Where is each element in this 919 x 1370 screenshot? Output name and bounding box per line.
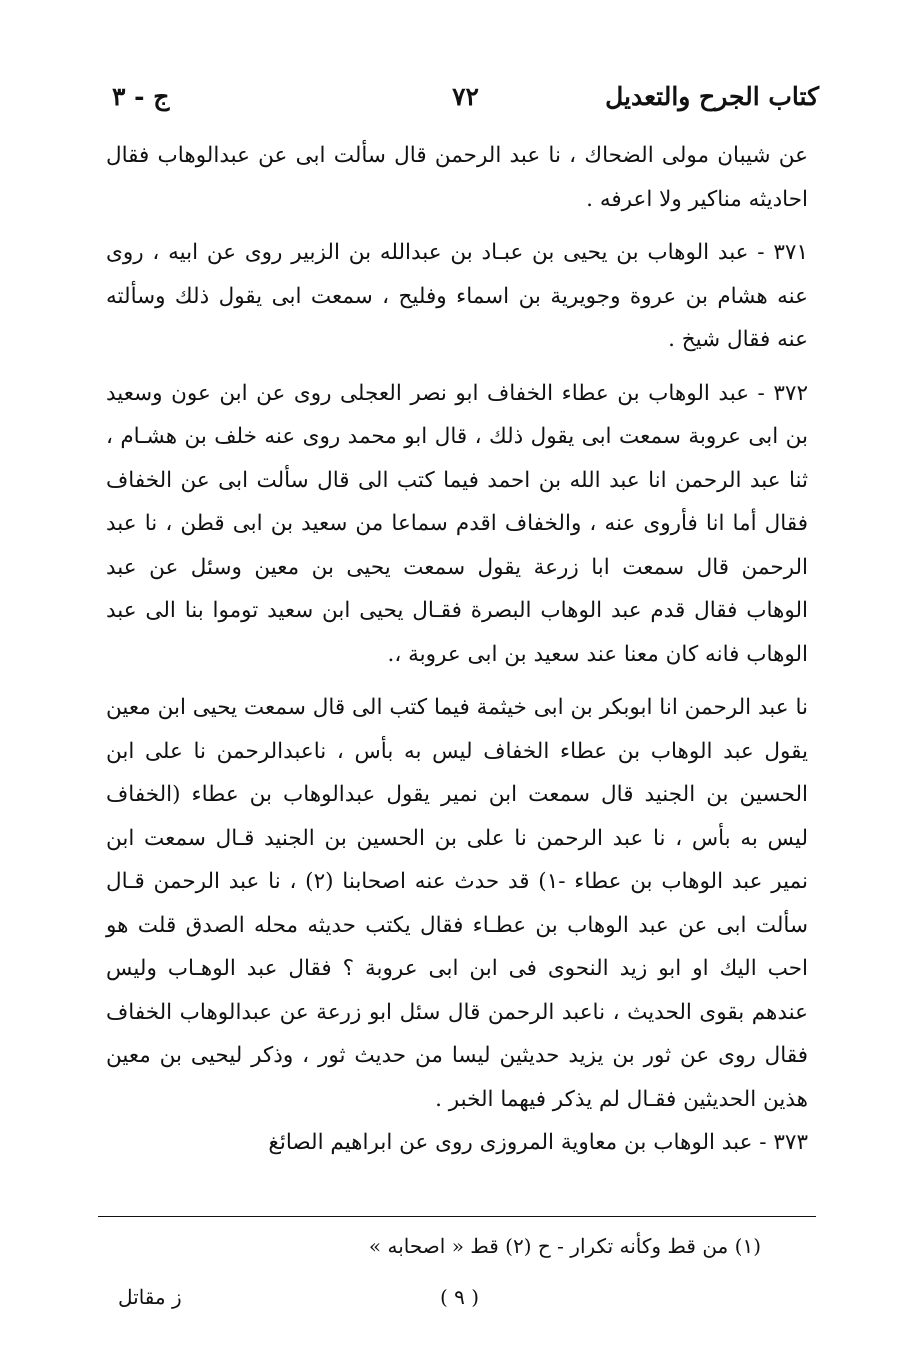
entry-372: ٣٧٢ - عبد الوهاب بن عطاء الخفاف ابو نصر العجلى روى عن ابن عون وسعيد بن ابى عروبة سمعت ابى يقول ذلك ، قال ابو محمد روى عنه خلف بن هشـام ، ثنا عبد الرحمن انا عبد الله بن احمد فيما كتب الى قال سألت ابى عن الخفاف فقال أما انا فأروى عنه ، والخفاف اقدم سماعا من سعيد بن ابى قطن ، نا عبد الرحمن قال سمعت ابا زرعة يقول سمعت يحيى بن معين وسئل عن عبد الوهاب فقال قدم عبد الوهاب البصرة فقـال يحيى ابن سعيد توموا بنا الى عبد الوهاب فانه كان معنا عند سعيد بن ابى عروبة ،. bbox=[106, 380, 808, 667]
book-title: كتاب الجرح والتعديل bbox=[605, 82, 819, 111]
page-number: ٧٢ bbox=[452, 82, 479, 111]
entry-373: ٣٧٣ - عبد الوهاب بن معاوية المروزى روى عن ابراهيم الصائغ bbox=[268, 1130, 808, 1155]
entry-372-continued: نا عبد الرحمن انا ابوبكر بن ابى خيثمة فيما كتب الى قال سمعت يحيى ابن معين يقول عبد الوهاب بن عطاء الخفاف ليس به بأس ، ناعبدالرحمن نا على ابن الحسين بن الجنيد قال سمعت ابن نمير يقول عبدالوهاب بن عطاء (الخفاف ليس به بأس ، نا عبد الرحمن نا على بن الحسين بن الجنيد قـال سمعت ابن نمير عبد الوهاب بن عطاء -١) قد حدث عنه اصحابنا (٢) ، نا عبد الرحمن قـال سألت ابى عن عبد الوهاب بن عطـاء فقال يكتب حديثه محله الصدق قلت هو احب اليك او ابو زيد النحوى فى ابن ابى عروبة ؟ فقال عبد الوهـاب وليس عندهم بقوى الحديث ، ناعبد الرحمن قال سئل ابو زرعة عن عبدالوهاب الخفاف فقال روى عن ثور بن يزيد حديثين ليسا من حديث ثور ، وذكر ليحيى بن معين هذين الحديثين فقـال لم يذكر فيهما الخبر . bbox=[106, 695, 808, 1112]
footnote: (١) من قط وكأنه تكرار - ح (٢) قط « اصحابه » bbox=[368, 1234, 761, 1258]
footnote-divider bbox=[98, 1216, 816, 1217]
folio-number: ( ٩ ) bbox=[439, 1285, 480, 1309]
signature-mark: ز مقاتل bbox=[118, 1285, 182, 1309]
paragraph-intro: عن شيبان مولى الضحاك ، نا عبد الرحمن قال سألت ابى عن عبدالوهاب فقال احاديثه مناكير ولا اعرفه . bbox=[106, 143, 808, 212]
entry-371: ٣٧١ - عبد الوهاب بن يحيى بن عبـاد بن عبدالله بن الزبير روى عن ابيه ، روى عنه هشام بن عروة وجويرية بن اسماء وفليح ، سمعت ابى يقول ذلك وسألته عنه فقال شيخ . bbox=[106, 240, 808, 352]
volume-label: ج - ٣ bbox=[112, 82, 170, 111]
main-text bbox=[106, 134, 808, 1165]
page-header bbox=[112, 82, 819, 122]
